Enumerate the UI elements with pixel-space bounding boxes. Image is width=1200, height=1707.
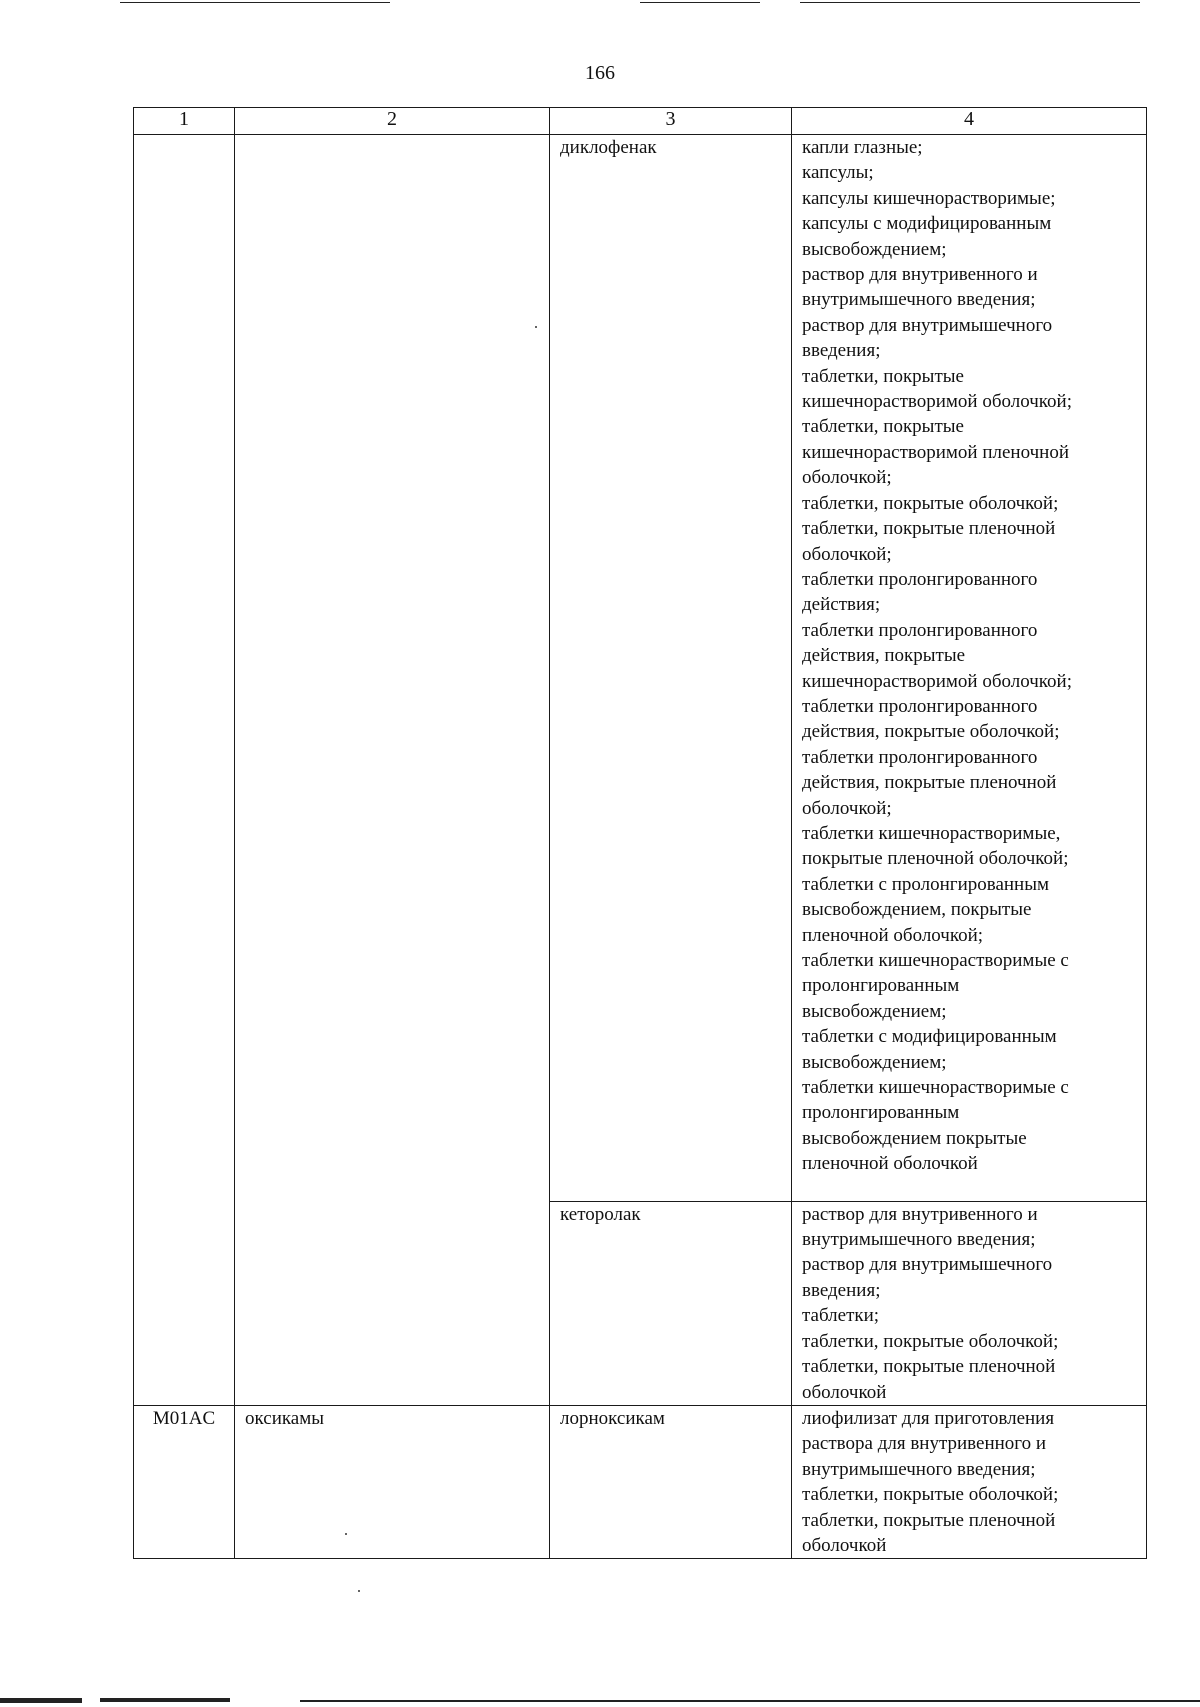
dosage-form-line: таблетки с модифицированным	[802, 1026, 1057, 1048]
group-name-cell: оксикамы	[235, 1405, 550, 1558]
dosage-form-line: таблетки, покрытые пленочной	[802, 1509, 1056, 1531]
group-name-cell	[235, 1201, 550, 1405]
drug-name-cell: кеторолак	[550, 1201, 792, 1405]
atc-code-cell	[134, 1201, 235, 1405]
dosage-form-line: введения;	[802, 1279, 881, 1301]
dosage-form-line: действия, покрытые оболочкой;	[802, 721, 1060, 743]
dosage-form-line: раствор для внутримышечного	[802, 1254, 1053, 1276]
dosage-form-line: таблетки кишечнорастворимые с	[802, 950, 1069, 971]
dosage-forms-list	[802, 1202, 1136, 1405]
dosage-form-line: пленочной оболочкой;	[802, 924, 984, 946]
dosage-form-line: таблетки, покрытые пленочной	[802, 518, 1056, 540]
dosage-form-line: кишечнорастворимой оболочкой;	[802, 670, 1073, 692]
dosage-form-line: высвобождением;	[802, 1000, 947, 1022]
dosage-form-line: капли глазные;	[802, 137, 923, 158]
table-header-row	[134, 108, 1147, 135]
dosage-form-line: пролонгированным	[802, 1102, 960, 1124]
dosage-form-line: таблетки, покрытые пленочной	[802, 1356, 1056, 1378]
dosage-form-line: таблетки, покрытые оболочкой;	[802, 492, 1059, 514]
dosage-forms-list	[802, 135, 1136, 1177]
drug-name-cell: лорноксикам	[550, 1405, 792, 1558]
dosage-form-line: таблетки, покрытые оболочкой;	[802, 1484, 1059, 1506]
dosage-form-line: кишечнорастворимой оболочкой;	[802, 391, 1073, 413]
dosage-form-line: оболочкой;	[802, 543, 892, 565]
dosage-form-line: капсулы;	[802, 162, 874, 184]
dosage-form-line: таблетки;	[802, 1305, 880, 1327]
dosage-form-line: раствор для внутримышечного	[802, 314, 1053, 336]
dosage-form-line: таблетки, покрытые	[802, 416, 964, 438]
drug-name-cell: диклофенак	[550, 135, 792, 1202]
dosage-form-line: раствор для внутривенного и	[802, 264, 1038, 286]
dosage-form-line: действия, покрытые	[802, 645, 966, 667]
dosage-form-line: таблетки с пролонгированным	[802, 873, 1050, 895]
scan-artifact-top-1	[120, 2, 390, 3]
dosage-form-line: таблетки кишечнорастворимые с	[802, 1077, 1069, 1099]
dosage-form-line: капсулы с модифицированным	[802, 213, 1052, 235]
dosage-form-line: внутримышечного введения;	[802, 1458, 1036, 1480]
dosage-form-line: действия;	[802, 594, 881, 616]
dosage-form-line: внутримышечного введения;	[802, 1229, 1036, 1251]
dosage-form-line: высвобождением покрытые	[802, 1127, 1027, 1149]
dosage-form-line: покрытые пленочной оболочкой;	[802, 848, 1069, 870]
table-row	[134, 1201, 1147, 1405]
drug-table	[133, 107, 1147, 1559]
dosage-form-line: таблетки пролонгированного	[802, 695, 1038, 717]
dosage-form-line: таблетки пролонгированного	[802, 746, 1038, 768]
scan-artifact-bottom-3	[300, 1700, 1200, 1702]
scan-artifact-bottom-1	[0, 1698, 82, 1703]
dosage-form-line: капсулы кишечнорастворимые;	[802, 187, 1056, 209]
dosage-form-line: пролонгированным	[802, 975, 960, 997]
column-header: 1	[134, 108, 235, 135]
dosage-form-line: оболочкой;	[802, 797, 892, 819]
atc-code-cell	[134, 135, 235, 1202]
dosage-form-line: пленочной оболочкой	[802, 1153, 978, 1175]
dosage-forms-list	[802, 1406, 1136, 1558]
dosage-forms-cell	[792, 1201, 1147, 1405]
column-header: 2	[235, 108, 550, 135]
column-header: 4	[792, 108, 1147, 135]
dosage-forms-cell	[792, 1405, 1147, 1558]
dosage-form-line: оболочкой;	[802, 467, 892, 489]
scan-dot	[358, 1590, 360, 1592]
dosage-form-line: высвобождением;	[802, 238, 947, 260]
dosage-form-line: таблетки пролонгированного	[802, 619, 1038, 641]
dosage-form-line: оболочкой	[802, 1534, 887, 1556]
atc-code-cell: M01AC	[134, 1405, 235, 1558]
dosage-form-line: оболочкой	[802, 1381, 887, 1403]
table-row	[134, 135, 1147, 1202]
dosage-form-line: действия, покрытые пленочной	[802, 772, 1057, 794]
dosage-form-line: высвобождением;	[802, 1051, 947, 1073]
dosage-form-line: лиофилизат для приготовления	[802, 1407, 1055, 1429]
page-number: 166	[585, 62, 615, 84]
dosage-form-line: раствора для внутривенного и	[802, 1433, 1047, 1455]
dosage-form-line: кишечнорастворимой пленочной	[802, 441, 1069, 463]
table-row	[134, 1405, 1147, 1558]
dosage-form-line: таблетки, покрытые	[802, 365, 964, 387]
column-header: 3	[550, 108, 792, 135]
group-name-cell	[235, 135, 550, 1202]
scan-artifact-bottom-2	[100, 1698, 230, 1702]
dosage-form-line: внутримышечного введения;	[802, 289, 1036, 311]
dosage-form-line: раствор для внутривенного и	[802, 1203, 1038, 1225]
scan-artifact-top-3	[800, 2, 1140, 3]
scan-artifact-top-2	[640, 2, 760, 3]
dosage-form-line: высвобождением, покрытые	[802, 899, 1032, 921]
dosage-form-line: введения;	[802, 340, 881, 362]
dosage-form-line: таблетки, покрытые оболочкой;	[802, 1330, 1059, 1352]
dosage-forms-cell	[792, 135, 1147, 1202]
dosage-form-line: таблетки пролонгированного	[802, 568, 1038, 590]
dosage-form-line: таблетки кишечнорастворимые,	[802, 822, 1061, 844]
